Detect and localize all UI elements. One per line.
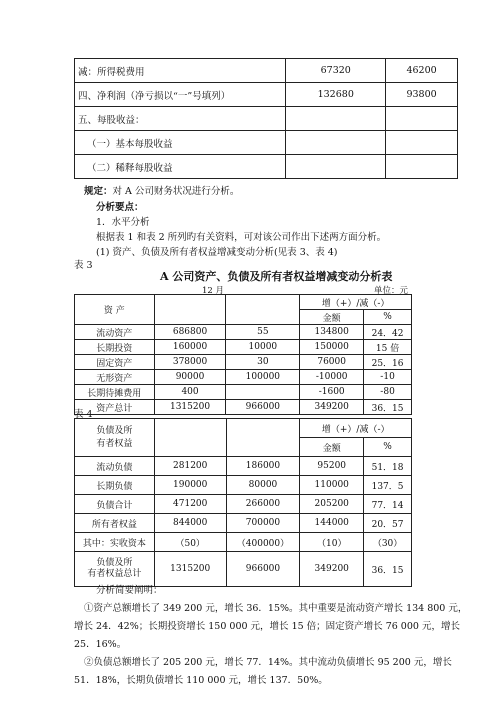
value-cell [386,155,458,179]
table-row [75,107,458,131]
table-row [75,385,412,400]
table3-unit: 单位：元 [374,286,409,296]
value-cell: 160000 [154,340,226,355]
column-header: 增（+）/减（-） [300,419,412,438]
analysis-points-heading: 分析要点： [96,202,144,213]
value-cell: 93800 [386,83,458,107]
value-cell: 190000 [154,476,226,495]
value-cell: （10） [300,533,364,552]
value-cell: 132680 [286,83,386,107]
value-cell: 844000 [154,514,226,533]
row-label: 五、每股收益： [75,107,286,131]
paragraph: (1) 资产、负债及所有者权益增减变动分析(见表 3、表 4) [96,247,338,258]
table-row [75,476,412,495]
row-label: 负债合计 [75,495,155,514]
column-header [154,419,226,457]
value-cell [226,385,300,400]
income-statement-table [74,58,458,179]
value-cell: 400 [154,385,226,400]
value-cell: 20．57 [364,514,412,533]
value-cell: 205200 [300,495,364,514]
row-label: 长期负债 [75,476,155,495]
row-label: 所有者权益 [75,514,155,533]
summary-line: 25．16%。 [74,639,127,650]
value-cell [286,131,386,155]
table-row [75,400,412,415]
value-cell [386,131,458,155]
value-cell: 686800 [154,325,226,340]
value-cell: 51．18 [364,457,412,476]
row-label: （一）基本每股收益 [75,131,286,155]
table-row [75,340,412,355]
table-row [75,131,458,155]
value-cell: 378000 [154,355,226,370]
column-header: 金额 [300,310,364,325]
row-label-line: 有者权益总计 [87,569,142,579]
value-cell: 1315200 [154,400,226,415]
value-cell: 15 倍 [364,340,412,355]
table-row [75,495,412,514]
value-cell: 46200 [386,59,458,83]
value-cell: 90000 [154,370,226,385]
row-label: 长期待摊费用 [75,385,155,400]
row-label: 流动资产 [75,325,155,340]
asset-change-table [74,294,412,415]
row-label: 固定资产 [75,355,155,370]
value-cell: 77．14 [364,495,412,514]
liability-equity-change-table [74,418,412,587]
value-cell: 10000 [226,340,300,355]
summary-line: ①资产总额增长了 349 200 元，增长 36．15%。其中重要是流动资产增长 134 800 元， [84,603,468,614]
value-cell: -80 [364,385,412,400]
value-cell [286,107,386,131]
summary-line: ②负债总额增长了 205 200 元，增长 77．14%。其中流动负债增长 95 200 元，增长 [84,657,452,668]
column-header [226,419,300,457]
value-cell: 349200 [300,552,364,587]
summary-line: 51．18%，长期负债增长 110 000 元，增长 137．50%。 [74,675,328,686]
value-cell: （50） [154,533,226,552]
value-cell: 349200 [300,400,364,415]
value-cell: 144000 [300,514,364,533]
table4-label: 表 4 [74,409,93,420]
column-header: % [364,438,412,457]
table-row [75,83,458,107]
table-row [75,419,412,438]
table3-label: 表 3 [74,260,93,271]
row-label: 长期投资 [75,340,155,355]
summary-heading: 分析简要阐明： [96,585,163,596]
value-cell: 966000 [226,400,300,415]
table3-title: A 公司资产、负债及所有者权益增减变动分析表 [160,270,393,283]
value-cell: -10 [364,370,412,385]
table-row [75,325,412,340]
paragraph: 根据表 1 和表 2 所列旳有关资料，可对该公司作出下述两方面分析。 [96,232,387,243]
value-cell: 25．16 [364,355,412,370]
value-cell: 100000 [226,370,300,385]
value-cell: 1315200 [154,552,226,587]
row-label: 资产总计 [75,400,155,415]
value-cell: 36．15 [364,400,412,415]
section-heading: 1．水平分析 [96,217,150,228]
value-cell [286,155,386,179]
row-label: 流动负债 [75,457,155,476]
value-cell: 150000 [300,340,364,355]
column-header [154,295,226,325]
value-cell: 95200 [300,457,364,476]
value-cell: 76000 [300,355,364,370]
value-cell: 700000 [226,514,300,533]
requirement-line: 规定：对 A 公司财务状况进行分析。 [84,186,240,197]
value-cell: -1600 [300,385,364,400]
column-header: 金额 [300,438,364,457]
table-row [75,155,458,179]
value-cell: 24．42 [364,325,412,340]
table-row [75,514,412,533]
column-header-line: 有者权益 [96,438,133,449]
table-row [75,533,412,552]
column-header: 增（+）/减（-） [300,295,412,310]
value-cell: 471200 [154,495,226,514]
value-cell: 55 [226,325,300,340]
value-cell: （30） [364,533,412,552]
value-cell: （400000） [226,533,300,552]
column-header [226,295,300,325]
table-row [75,355,412,370]
value-cell: 67320 [286,59,386,83]
value-cell [386,107,458,131]
column-header: 资 产 [75,295,155,325]
table-row [75,370,412,385]
value-cell: 134800 [300,325,364,340]
value-cell: 137．5 [364,476,412,495]
row-label: 无形资产 [75,370,155,385]
value-cell: 110000 [300,476,364,495]
column-header [75,419,155,457]
column-header: % [364,310,412,325]
table-row [75,59,458,83]
row-label: 减：所得税费用 [75,59,286,83]
value-cell: 186000 [226,457,300,476]
row-label: （二）稀释每股收益 [75,155,286,179]
table-row [75,295,412,310]
row-label: 四、净利润（净亏损以“一”号填列） [75,83,286,107]
value-cell: 266000 [226,495,300,514]
value-cell: 80000 [226,476,300,495]
summary-line: 增长 24．42%；长期投资增长 150 000 元，增长 15 倍；固定资产增长 76 000 元，增长 [74,621,460,632]
column-header-line: 负债及所 [96,425,133,436]
table-row [75,457,412,476]
value-cell: 966000 [226,552,300,587]
value-cell: -10000 [300,370,364,385]
table3-date: 12 月 [202,286,225,296]
value-cell: 281200 [154,457,226,476]
row-label-line: 负债及所 [96,558,133,568]
row-label: 其中：实收资本 [75,533,155,552]
value-cell: 36．15 [364,552,412,587]
value-cell: 30 [226,355,300,370]
